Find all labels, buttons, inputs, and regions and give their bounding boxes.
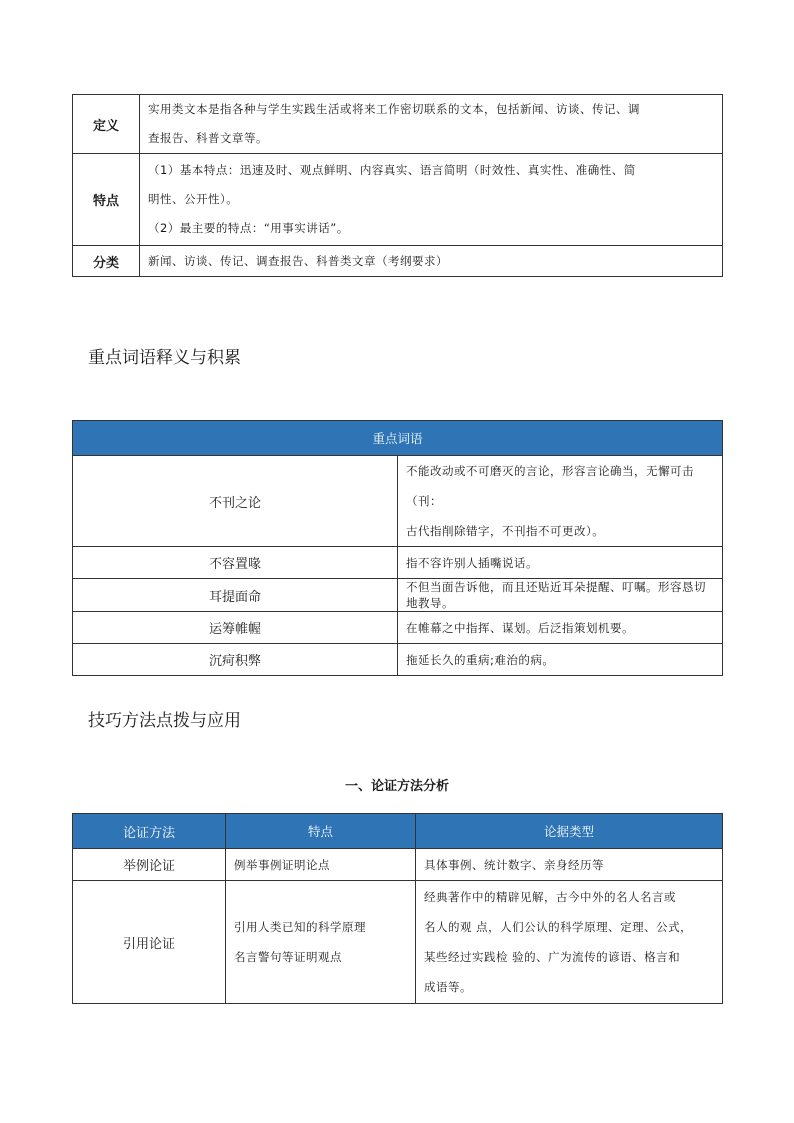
vocab-table bbox=[72, 420, 723, 676]
vocab-definition: 拖延长久的重病;难治的病。 bbox=[398, 644, 723, 676]
vocab-word: 沉疴积弊 bbox=[73, 644, 398, 676]
table-row bbox=[73, 881, 723, 1004]
vocab-definition: 在帷幕之中指挥、谋划。后泛指策划机要。 bbox=[398, 612, 723, 644]
vocab-definition: 不但当面告诉他，而且还贴近耳朵提醒、叮嘱。形容恳切地教导。 bbox=[398, 579, 723, 612]
method-name: 举例论证 bbox=[73, 849, 226, 881]
vocab-word: 不容置喙 bbox=[73, 547, 398, 579]
table-row bbox=[73, 456, 723, 547]
section-heading-vocab: 重点词语释义与积累 bbox=[88, 348, 241, 368]
method-table bbox=[72, 813, 723, 1004]
method-evidence: 具体事例、统计数字、亲身经历等 bbox=[416, 849, 723, 881]
column-header: 论据类型 bbox=[416, 814, 723, 849]
method-feature: 引用人类已知的科学原理 名言警句等证明观点 bbox=[226, 881, 416, 1004]
row-label-features: 特点 bbox=[73, 154, 140, 246]
table-row bbox=[73, 579, 723, 612]
intro-table bbox=[72, 94, 723, 277]
table-row bbox=[73, 612, 723, 644]
table-row bbox=[73, 644, 723, 676]
method-subheading: 一、论证方法分析 bbox=[344, 779, 449, 794]
table-row bbox=[73, 154, 723, 246]
category-text: 新闻、访谈、传记、调查报告、科普类文章（考纲要求） bbox=[140, 246, 723, 277]
vocab-word: 不刊之论 bbox=[73, 456, 398, 547]
method-evidence: 经典著作中的精辟见解，古今中外的名人名言或 名人的观 点，人们公认的科学原理、定理、公式， 某些经过实践检 验的、广为流传的谚语、格言和 成语等。 bbox=[416, 881, 723, 1004]
row-label-category: 分类 bbox=[73, 246, 140, 277]
table-row bbox=[73, 547, 723, 579]
definition-text: 实用类文本是指各种与学生实践生活或将来工作密切联系的文本，包括新闻、访谈、传记、调 查报告、科普文章等。 bbox=[140, 95, 723, 154]
vocab-table-header: 重点词语 bbox=[73, 421, 723, 456]
table-row bbox=[73, 95, 723, 154]
column-header: 论证方法 bbox=[73, 814, 226, 849]
vocab-definition: 不能改动或不可磨灭的言论，形容言论确当，无懈可击（刊： 古代指削除错字，不刊指不可更改）。 bbox=[398, 456, 723, 547]
table-row bbox=[73, 246, 723, 277]
features-text: （1）基本特点：迅速及时、观点鲜明、内容真实、语言简明（时效性、真实性、准确性、简 明性、公开性）。 （2）最主要的特点：“用事实讲话”。 bbox=[140, 154, 723, 246]
table-row bbox=[73, 849, 723, 881]
method-name: 引用论证 bbox=[73, 881, 226, 1004]
table-header-row bbox=[73, 421, 723, 456]
method-feature: 例举事例证明论点 bbox=[226, 849, 416, 881]
row-label-definition: 定义 bbox=[73, 95, 140, 154]
column-header: 特点 bbox=[226, 814, 416, 849]
vocab-definition: 指不容许别人插嘴说话。 bbox=[398, 547, 723, 579]
vocab-word: 耳提面命 bbox=[73, 579, 398, 612]
vocab-word: 运筹帷幄 bbox=[73, 612, 398, 644]
table-header-row bbox=[73, 814, 723, 849]
section-heading-methods: 技巧方法点拨与应用 bbox=[88, 711, 241, 731]
